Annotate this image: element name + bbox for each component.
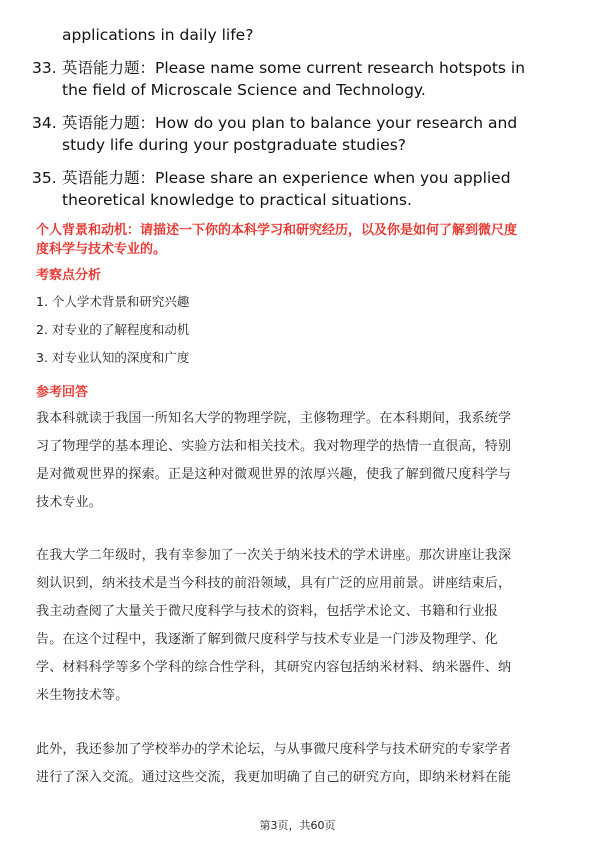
paragraph-3-line: 进行了深入交流。通过这些交流，我更加明确了自己的研究方向，即纳米材料在能 — [36, 770, 512, 785]
paragraph-2-line: 告。在这个过程中，我逐渐了解到微尺度科学与技术专业是一门涉及物理学、化 — [36, 632, 499, 647]
section-title-line-1: 个人背景和动机：请描述一下你的本科学习和研究经历，以及你是如何了解到微尺度 — [36, 223, 518, 238]
question-33-line-1: 英语能力题：Please name some current research hotspots in — [62, 59, 526, 77]
page-footer: 第3页，共60页 — [259, 819, 336, 832]
analysis-item: 2. 对专业的了解程度和动机 — [36, 322, 190, 337]
paragraph-1-line: 是对微观世界的探索。正是这种对微观世界的浓厚兴趣，使我了解到微尺度科学与 — [36, 467, 512, 482]
paragraph-1-line: 技术专业。 — [36, 495, 103, 510]
paragraph-1-line: 我本科就读于我国一所知名大学的物理学院，主修物理学。在本科期间，我系统学 — [36, 411, 512, 426]
paragraph-2-line: 学、材料科学等多个学科的综合性学科，其研究内容包括纳米材料、纳米器件、纳 — [36, 660, 512, 675]
question-34-line-2: study life during your postgraduate studies? — [62, 136, 407, 154]
paragraph-2-line: 米生物技术等。 — [36, 688, 129, 703]
paragraph-2-line: 我主动查阅了大量关于微尺度科学与技术的资料，包括学术论文、书籍和行业报 — [36, 604, 499, 619]
question-35-line-1: 英语能力题：Please share an experience when you applied — [62, 169, 511, 187]
question-33-line-2: the field of Microscale Science and Technology. — [62, 81, 426, 99]
analysis-item: 3. 对专业认知的深度和广度 — [36, 350, 190, 365]
question-34-number: 34. — [32, 114, 57, 132]
question-35-number: 35. — [32, 169, 57, 187]
section-title-line-2: 度科学与技术专业的。 — [36, 242, 167, 257]
paragraph-1-line: 习了物理学的基本理论、实验方法和相关技术。我对物理学的热情一直很高，特别 — [36, 439, 512, 454]
paragraph-3-line: 此外，我还参加了学校举办的学术论坛，与从事微尺度科学与技术研究的专家学者 — [36, 742, 512, 757]
question-33-number: 33. — [32, 59, 57, 77]
question-35-line-2: theoretical knowledge to practical situations. — [62, 191, 412, 209]
paragraph-2-line: 刻认识到，纳米技术是当今科技的前沿领域，具有广泛的应用前景。讲座结束后， — [36, 576, 512, 591]
question-32-continuation: applications in daily life? — [62, 26, 254, 44]
question-34-line-1: 英语能力题：How do you plan to balance your research and — [62, 114, 518, 132]
answer-heading: 参考回答 — [36, 385, 89, 400]
analysis-heading: 考察点分析 — [36, 268, 102, 283]
analysis-item: 1. 个人学术背景和研究兴趣 — [36, 294, 190, 309]
paragraph-2-line: 在我大学二年级时，我有幸参加了一次关于纳米技术的学术讲座。那次讲座让我深 — [36, 548, 512, 563]
